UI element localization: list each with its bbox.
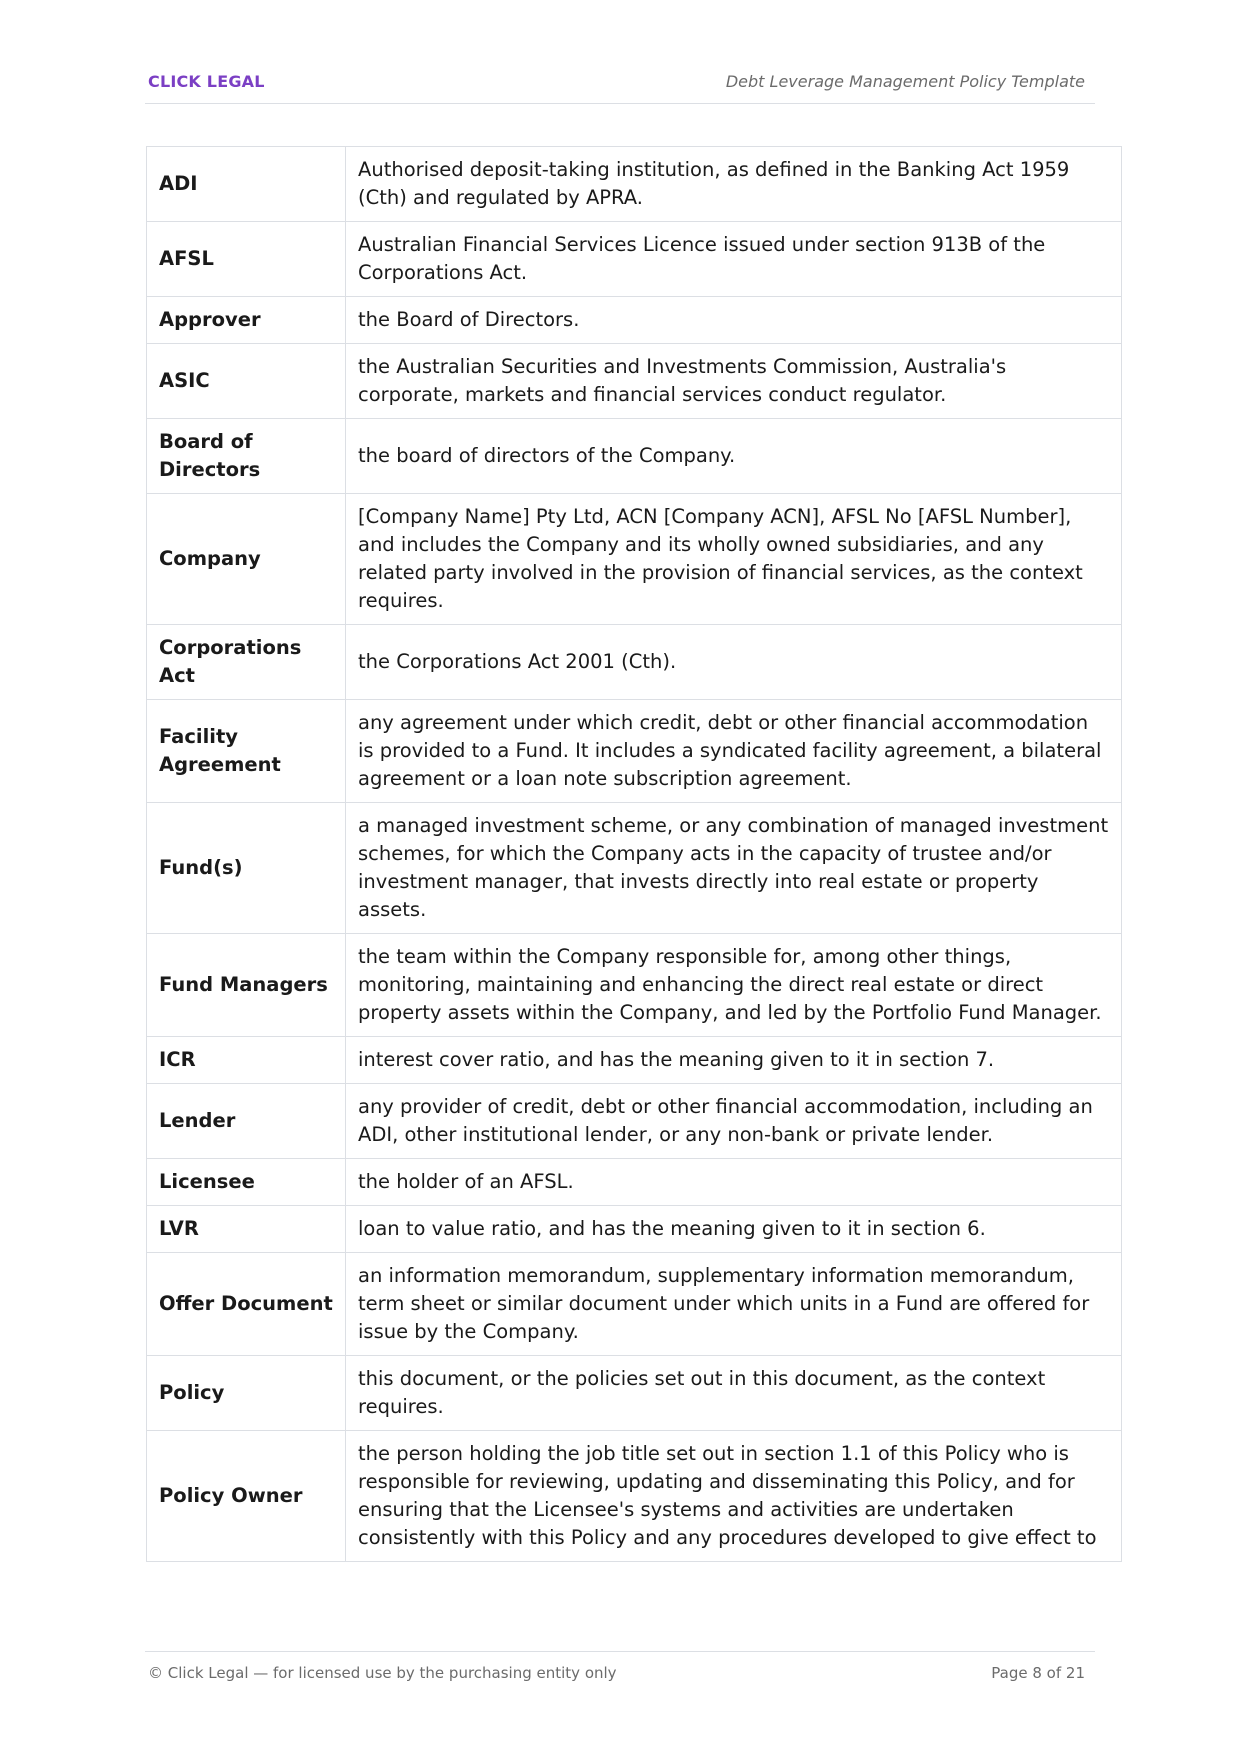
- definition-text: the Corporations Act 2001 (Cth).: [346, 625, 1122, 700]
- definition-term: Offer Document: [147, 1253, 346, 1356]
- definition-term: Licensee: [147, 1159, 346, 1206]
- definition-text: any agreement under which credit, debt or other financial accommodation is provided to a Fund. It includes a syndicated facility agreement, a bilateral agreement or a loan note subscription agreement.: [346, 700, 1122, 803]
- definition-text: a managed investment scheme, or any combination of managed investment schemes, for which the Company acts in the capacity of trustee and/or investment manager, that invests directly into real estate or property assets.: [346, 803, 1122, 934]
- table-row: [147, 147, 1122, 222]
- page-number: Page 8 of 21: [991, 1664, 1085, 1682]
- table-row: [147, 344, 1122, 419]
- definition-term: ADI: [147, 147, 346, 222]
- table-row: [147, 222, 1122, 297]
- definition-text: the board of directors of the Company.: [346, 419, 1122, 494]
- definition-text: the team within the Company responsible for, among other things, monitoring, maintaining and enhancing the direct real estate or direct property assets within the Company, and led by the Portfolio Fund Manager.: [346, 934, 1122, 1037]
- page-header: [145, 62, 1095, 104]
- definition-term: AFSL: [147, 222, 346, 297]
- table-row: [147, 700, 1122, 803]
- table-row: [147, 934, 1122, 1037]
- table-row: [147, 1253, 1122, 1356]
- definition-text: interest cover ratio, and has the meaning given to it in section 7.: [346, 1037, 1122, 1084]
- table-row: [147, 1206, 1122, 1253]
- table-row: [147, 803, 1122, 934]
- table-row: [147, 297, 1122, 344]
- table-row: [147, 419, 1122, 494]
- definition-text: the Australian Securities and Investments Commission, Australia's corporate, markets and financial services conduct regulator.: [346, 344, 1122, 419]
- copyright-notice: © Click Legal — for licensed use by the purchasing entity only: [148, 1664, 617, 1682]
- table-row: [147, 1356, 1122, 1431]
- definitions-table: [146, 146, 1122, 1562]
- definition-text: an information memorandum, supplementary information memorandum, term sheet or similar document under which units in a Fund are offered for issue by the Company.: [346, 1253, 1122, 1356]
- definition-term: Lender: [147, 1084, 346, 1159]
- table-row: [147, 494, 1122, 625]
- document-title: Debt Leverage Management Policy Template: [725, 72, 1085, 91]
- definition-term: Approver: [147, 297, 346, 344]
- definition-term: Policy Owner: [147, 1431, 346, 1562]
- definition-text: any provider of credit, debt or other financial accommodation, including an ADI, other institutional lender, or any non-bank or private lender.: [346, 1084, 1122, 1159]
- definition-text: the person holding the job title set out in section 1.1 of this Policy who is responsible for reviewing, updating and disseminating this Policy, and for ensuring that the Licensee's systems and activities are undertaken consistently with this Policy and any procedures developed to give effect to: [346, 1431, 1122, 1562]
- definition-term: Company: [147, 494, 346, 625]
- definition-term: LVR: [147, 1206, 346, 1253]
- definition-text: the holder of an AFSL.: [346, 1159, 1122, 1206]
- definition-term: ICR: [147, 1037, 346, 1084]
- definition-term: Fund Managers: [147, 934, 346, 1037]
- table-row: [147, 1084, 1122, 1159]
- definition-term: Facility Agreement: [147, 700, 346, 803]
- page-footer: [145, 1651, 1095, 1693]
- table-row: [147, 1159, 1122, 1206]
- definition-term: Policy: [147, 1356, 346, 1431]
- definition-term: Corporations Act: [147, 625, 346, 700]
- definition-text: Australian Financial Services Licence issued under section 913B of the Corporations Act.: [346, 222, 1122, 297]
- definition-text: this document, or the policies set out in this document, as the context requires.: [346, 1356, 1122, 1431]
- definition-term: Board of Directors: [147, 419, 346, 494]
- definition-term: Fund(s): [147, 803, 346, 934]
- definition-text: the Board of Directors.: [346, 297, 1122, 344]
- table-row: [147, 1431, 1122, 1562]
- definition-text: Authorised deposit-taking institution, as defined in the Banking Act 1959 (Cth) and regulated by APRA.: [346, 147, 1122, 222]
- definition-text: [Company Name] Pty Ltd, ACN [Company ACN], AFSL No [AFSL Number], and includes the Company and its wholly owned subsidiaries, and any related party involved in the provision of financial services, as the context requires.: [346, 494, 1122, 625]
- table-row: [147, 625, 1122, 700]
- table-row: [147, 1037, 1122, 1084]
- definition-term: ASIC: [147, 344, 346, 419]
- brand-name: CLICK LEGAL: [148, 72, 265, 91]
- definition-text: loan to value ratio, and has the meaning given to it in section 6.: [346, 1206, 1122, 1253]
